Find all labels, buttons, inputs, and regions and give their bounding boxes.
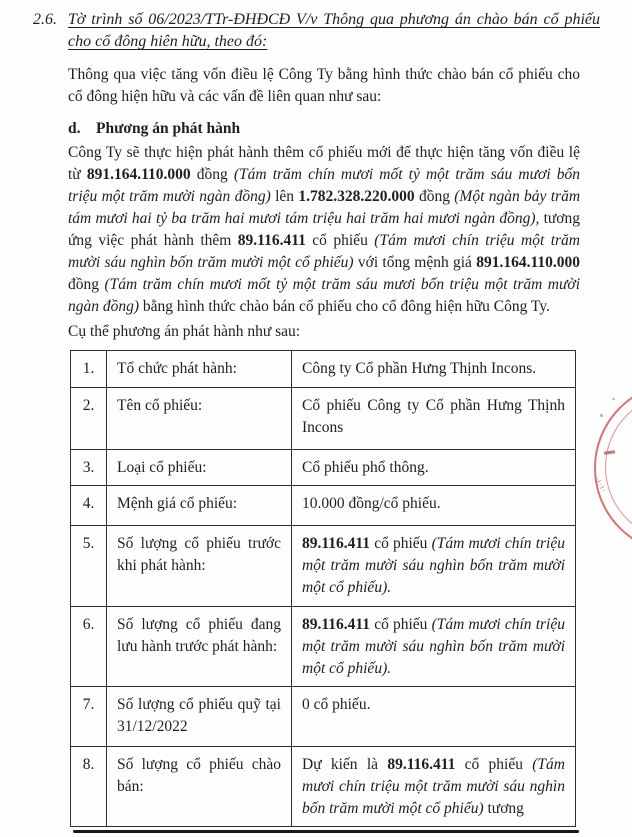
row-number-cell: 4. [71,486,107,525]
row-value-cell: 0 cổ phiếu. [302,696,371,713]
row-number-cell: 7. [71,687,107,746]
row-label-cell: Tổ chức phát hành: [107,351,292,387]
row-label-cell: Số lượng cổ phiếu chào bán: [107,747,292,826]
issuance-table [70,350,576,827]
row-label-cell: Số lượng cổ phiếu quỹ tại 31/12/2022 [107,687,292,746]
row-number-cell: 6. [71,607,107,686]
row-number-cell: 2. [71,388,107,449]
table-intro: Cụ thể phương án phát hành như sau: [68,323,301,340]
table-row [71,526,575,607]
row-value-cell: Cổ phiếu Công ty Cổ phần Hưng Thịnh Incons [302,397,565,436]
company-seal-text-fragment: ·ı·ı· [592,475,609,495]
intro-paragraph: Thông qua việc tăng vốn điều lệ Công Ty bằng hình thức chào bán cổ phiếu cho cổ đông hiện hữu và các vấn đề liên quan như sau: [68,66,580,105]
row-label-cell: Số lượng cổ phiếu trước khi phát hành: [107,526,292,606]
row-label-cell: Mệnh giá cổ phiếu: [107,486,292,525]
table-row [71,687,575,747]
section-heading [33,9,600,53]
heading-d-label: d. [68,120,81,137]
row-value-cell: 89.116.411 cổ phiếu (Tám mươi chín triệu một trăm mười sáu nghìn bốn trăm mười một cổ phiếu). [302,616,565,677]
table-row [71,351,575,388]
company-seal-inner-ring-icon [605,393,632,541]
section-number: 2.6. [33,11,57,28]
company-seal-speck-icon [612,398,615,400]
row-number-cell: 8. [71,747,107,826]
section-title: Tờ trình số 06/2023/TTr-ĐHĐCĐ V/v Thông qua phương án chào bán cổ phiếu cho cổ đông hiên hữu, theo đó: [68,11,600,50]
company-seal-mark-icon [604,450,615,454]
company-seal-outer-ring-icon [594,382,632,554]
row-number-cell: 1. [71,351,107,387]
table-row [71,486,575,526]
row-label-cell: Loại cổ phiếu: [107,450,292,485]
scan-edge-artifact [73,830,579,833]
row-value-cell: 89.116.411 cổ phiếu (Tám mươi chín triệu một trăm mười sáu nghìn bốn trăm mười một cổ phiếu). [302,535,565,596]
heading-d-text: Phương án phát hành [96,120,241,137]
issuance-paragraph: Công Ty sẽ thực hiện phát hành thêm cổ phiếu mới để thực hiện tăng vốn điều lệ từ 891.164.110.000 đồng (Tám trăm chín mươi mốt tỷ một trăm sáu mươi bốn triệu một trăm mười ngàn đồng) lên 1.782.328.220.000 đồng (Một ngàn bảy trăm tám mươi hai tỷ ba trăm hai mươi tám triệu hai trăm hai mươi ngàn đồng), tương ứng việc phát hành thêm 89.116.411 cổ phiếu (Tám mươi chín triệu một trăm mười sáu nghìn bốn trăm mười một cổ phiếu) với tổng mệnh giá 891.164.110.000 đồng (Tám trăm chín mươi mốt tỷ một trăm sáu mươi bốn triệu một trăm mười ngàn đồng) bằng hình thức chào bán cổ phiếu cho cổ đông hiện hữu Công Ty. [68,144,581,315]
row-number-cell: 5. [71,526,107,606]
row-value-cell: Công ty Cổ phần Hưng Thịnh Incons. [302,360,537,377]
row-label-cell: Tên cổ phiếu: [107,388,292,449]
table-row [71,450,575,486]
row-value-cell: Dự kiến là 89.116.411 cổ phiếu (Tám mươi chín triệu một trăm mười sáu nghìn bốn trăm mười một cổ phiếu) tương [302,756,565,817]
row-value-cell: 10.000 đồng/cổ phiếu. [302,495,441,512]
table-row [71,747,575,826]
table-row [71,388,575,450]
table-row [71,607,575,687]
row-value-cell: Cổ phiếu phổ thông. [302,459,429,476]
row-label-cell: Số lượng cổ phiếu đang lưu hành trước phát hành: [107,607,292,686]
row-number-cell: 3. [71,450,107,485]
heading-d [68,118,580,140]
company-seal-speck-icon [600,414,603,417]
